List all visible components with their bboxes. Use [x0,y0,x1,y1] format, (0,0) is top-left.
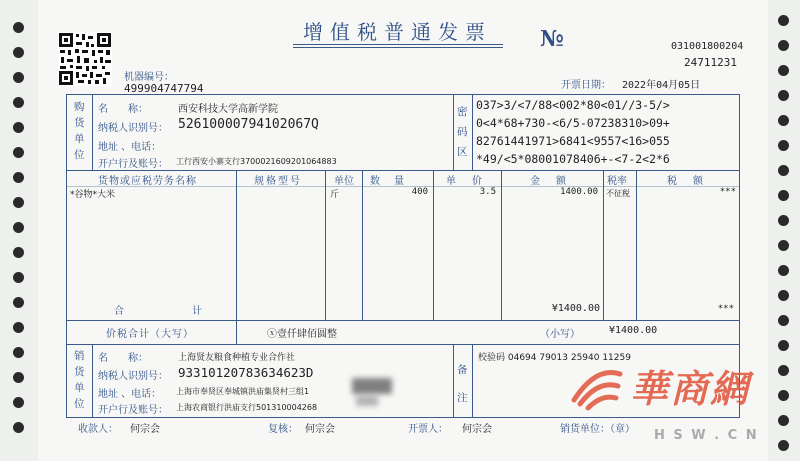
check-code: 校验码 04694 79013 25940 11259 [478,353,631,363]
col-header-name: 货物或应税劳务名称 [98,176,197,187]
grand-total-lower-label: （小写） [540,329,580,340]
remarks-label: 备注 [457,364,468,404]
buyer-bank-label: 开户行及账号： [98,159,168,170]
reviewer-label: 复核： [268,424,298,435]
col-header-rate: 税率 [607,176,627,187]
seller-address-value: 上海市奉贤区奉城镇洪庙集贤村三组1 [176,387,310,396]
watermark-logo-icon [566,362,626,412]
seller-section-label: 销货单位 [74,350,85,410]
item-amount: 1400.00 [560,187,598,197]
seller-address-label: 地址 、电话： [98,389,162,400]
buyer-name-value: 西安科技大学高新学院 [178,104,278,115]
item-name: *谷物*大米 [70,190,116,200]
watermark-brand: 華商網 [630,367,751,411]
machine-no-label: 机器编号： [124,72,174,83]
cipher-line-1: 037>3/<7/88<002*80<01//3-5/> [476,98,670,112]
seller-tax-id-value: 93310120783634623D [178,365,314,380]
grand-total-label: 价税合计（大写） [106,329,194,340]
title-underline-2 [293,47,503,48]
seller-name-label: 名 称： [98,353,148,364]
grand-total-upper: ⓧ壹仟肆佰圆整 [267,329,337,340]
watermark-domain: H S W . C N [654,428,759,443]
item-unit: 斤 [330,190,340,200]
item-tax: *** [719,187,736,197]
redaction-blur-2 [356,396,378,406]
grand-total-lower-value: ¥1400.00 [609,325,658,336]
issuer-label: 开票人： [408,424,448,435]
qr-code [58,32,112,86]
issuer-value: 何宗会 [462,424,492,435]
col-header-tax: 税额 [667,176,719,187]
buyer-tax-id-label: 纳税人识别号： [98,123,168,134]
payee-value: 何宗会 [130,424,160,435]
total-amount: ¥1400.00 [551,303,600,314]
item-rate: 不征税 [606,189,630,198]
issue-date-value: 2022年04月05日 [622,80,701,91]
machine-no-value: 499904747794 [124,82,204,95]
number-symbol: № [540,26,564,52]
col-header-price: 单价 [446,176,498,187]
title-underline-1 [293,44,503,45]
cipher-line-3: 82761441971>6841<9557<16>055 [476,134,670,148]
invoice-title: 增值税普通发票 [303,20,492,44]
seller-seal-label: 销货单位：（章） [560,424,635,435]
seller-tax-id-label: 纳税人识别号： [98,371,168,382]
buyer-name-label: 名 称： [98,104,148,115]
col-header-amount: 金额 [530,176,582,187]
buyer-bank-value: 工行西安小寨支行3700021609201064883 [176,157,337,166]
cipher-line-4: *49/<5*08001078406+-<7-2<2*6 [476,152,670,166]
item-price: 3.5 [479,187,496,197]
item-qty: 400 [411,187,428,197]
col-header-spec: 规格型号 [254,176,302,187]
col-header-unit: 单位 [334,176,354,187]
seller-bank-label: 开户行及账号： [98,405,168,416]
invoice-number: 24711231 [684,56,737,69]
seller-name-value: 上海贤友粮食种植专业合作社 [178,353,296,363]
seller-bank-value: 上海农商银行洪庙支行501310004268 [176,403,318,412]
invoice-code: 031001800204 [671,41,744,52]
buyer-section-label: 购货单位 [74,101,85,161]
cipher-line-2: 0<4*68+730-<6/5-07238310>09+ [476,116,670,130]
issue-date-label: 开票日期： [561,80,611,91]
total-tax: *** [717,304,734,314]
redaction-blur [352,378,392,394]
cipher-area-label: 密码区 [457,106,468,158]
buyer-address-label: 地址 、电话： [98,142,162,153]
reviewer-value: 何宗会 [305,424,335,435]
total-label: 合 计 [114,306,218,317]
buyer-tax-id-value: 52610000794102067Q [178,117,319,132]
payee-label: 收款人： [78,424,118,435]
col-header-qty: 数量 [370,176,418,187]
